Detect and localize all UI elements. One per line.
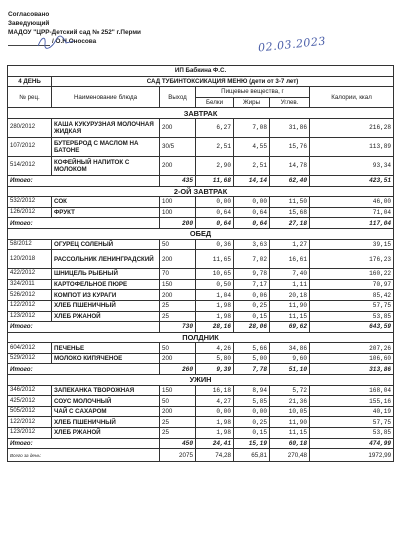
meal-total-yield: 450 <box>160 438 196 449</box>
dish-fat: 8,94 <box>234 385 270 396</box>
meal-total-kcal: 474,99 <box>310 438 394 449</box>
dish-row <box>8 279 394 290</box>
dish-kcal: 57,75 <box>310 300 394 311</box>
dish-protein: 0,36 <box>196 239 234 250</box>
dish-name: ХЛЕБ РЖАНОЙ <box>52 311 160 322</box>
meal-title: ЗАВТРАК <box>8 108 394 119</box>
dish-fat: 0,15 <box>234 428 270 439</box>
meal-total-row <box>8 218 394 229</box>
dish-row <box>8 353 394 364</box>
meal-total-row <box>8 175 394 186</box>
meal-total-label: Итого: <box>8 438 160 449</box>
recipe-number: 526/2012 <box>8 290 52 301</box>
title-row <box>8 76 394 87</box>
org-name: ИП Бабкина Ф.С. <box>8 66 394 77</box>
dish-row <box>8 118 394 137</box>
dish-yield: 200 <box>160 118 196 137</box>
meal-title: УЖИН <box>8 375 394 386</box>
dish-name: БУТЕРБРОД С МАСЛОМ НА БАТОНЕ <box>52 137 160 156</box>
dish-yield: 25 <box>160 417 196 428</box>
dish-yield: 200 <box>160 290 196 301</box>
menu-table <box>7 65 394 462</box>
dish-yield: 150 <box>160 279 196 290</box>
dish-kcal: 160,22 <box>310 269 394 280</box>
dish-carb: 9,60 <box>270 353 310 364</box>
dish-protein: 1,98 <box>196 311 234 322</box>
grand-total-protein: 74,28 <box>196 449 234 462</box>
dish-kcal: 53,85 <box>310 311 394 322</box>
dish-name: СОК <box>52 197 160 208</box>
dish-name: ХЛЕБ РЖАНОЙ <box>52 428 160 439</box>
approval-line-1: Согласовано <box>8 11 50 18</box>
dish-row <box>8 197 394 208</box>
dish-fat: 9,78 <box>234 269 270 280</box>
dish-yield: 25 <box>160 300 196 311</box>
grand-total-fat: 65,81 <box>234 449 270 462</box>
recipe-number: 422/2012 <box>8 269 52 280</box>
meal-total-kcal: 117,04 <box>310 218 394 229</box>
dish-carb: 20,18 <box>270 290 310 301</box>
meal-total-yield: 200 <box>160 218 196 229</box>
dish-fat: 4,55 <box>234 137 270 156</box>
dish-name: МОЛОКО КИПЯЧЕНОЕ <box>52 353 160 364</box>
dish-protein: 2,51 <box>196 137 234 156</box>
dish-protein: 6,27 <box>196 118 234 137</box>
dish-carb: 31,86 <box>270 118 310 137</box>
meal-title: 2-ОЙ ЗАВТРАК <box>8 186 394 197</box>
dish-carb: 14,78 <box>270 156 310 175</box>
dish-fat: 3,63 <box>234 239 270 250</box>
recipe-number: 123/2012 <box>8 428 52 439</box>
dish-carb: 1,27 <box>270 239 310 250</box>
meal-total-fat: 0,64 <box>234 218 270 229</box>
dish-protein: 2,90 <box>196 156 234 175</box>
dish-yield: 70 <box>160 269 196 280</box>
dish-yield: 25 <box>160 311 196 322</box>
dish-kcal: 39,15 <box>310 239 394 250</box>
dish-yield: 100 <box>160 207 196 218</box>
dish-name: КАРТОФЕЛЬНОЕ ПЮРЕ <box>52 279 160 290</box>
col-header-kcal: Калории, ккал <box>310 87 394 108</box>
recipe-number: 346/2012 <box>8 385 52 396</box>
dish-yield: 30/5 <box>160 137 196 156</box>
meal-total-protein: 9,39 <box>196 364 234 375</box>
dish-yield: 200 <box>160 156 196 175</box>
grand-total-yield: 2075 <box>160 449 196 462</box>
dish-carb: 1,11 <box>270 279 310 290</box>
col-header-nutrients: Пищевые вещества, г <box>196 87 310 98</box>
dish-protein: 16,18 <box>196 385 234 396</box>
dish-kcal: 57,75 <box>310 417 394 428</box>
approver-name: / О.Н.Оносова <box>52 38 97 45</box>
dish-row <box>8 137 394 156</box>
dish-fat: 0,25 <box>234 417 270 428</box>
meal-total-label: Итого: <box>8 364 160 375</box>
dish-protein: 4,26 <box>196 343 234 354</box>
recipe-number: 122/2012 <box>8 417 52 428</box>
dish-fat: 2,51 <box>234 156 270 175</box>
dish-carb: 11,15 <box>270 311 310 322</box>
dish-row <box>8 290 394 301</box>
dish-kcal: 106,60 <box>310 353 394 364</box>
dish-kcal: 113,89 <box>310 137 394 156</box>
col-header-name: Наименование блюда <box>52 87 160 108</box>
dish-protein: 1,98 <box>196 300 234 311</box>
dish-name: КОФЕЙНЫЙ НАПИТОК С МОЛОКОМ <box>52 156 160 175</box>
meal-title: ПОЛДНИК <box>8 332 394 343</box>
recipe-number: 122/2012 <box>8 300 52 311</box>
dish-kcal: 155,16 <box>310 396 394 407</box>
meal-header-row <box>8 228 394 239</box>
dish-kcal: 46,00 <box>310 197 394 208</box>
meal-header-row <box>8 186 394 197</box>
grand-total-carb: 270,48 <box>270 449 310 462</box>
recipe-number: 532/2012 <box>8 197 52 208</box>
meal-total-carb: 51,10 <box>270 364 310 375</box>
meal-header-row <box>8 108 394 119</box>
dish-carb: 5,72 <box>270 385 310 396</box>
dish-kcal: 93,34 <box>310 156 394 175</box>
dish-name: ФРУКТ <box>52 207 160 218</box>
recipe-number: 123/2012 <box>8 311 52 322</box>
dish-yield: 50 <box>160 396 196 407</box>
dish-fat: 5,00 <box>234 353 270 364</box>
dish-protein: 1,98 <box>196 417 234 428</box>
meal-total-carb: 69,62 <box>270 322 310 333</box>
meal-total-row <box>8 322 394 333</box>
dish-name: ПЕЧЕНЬЕ <box>52 343 160 354</box>
dish-name: РАССОЛЬНИК ЛЕНИНГРАДСКИЙ <box>52 250 160 269</box>
dish-kcal: 53,85 <box>310 428 394 439</box>
meal-total-fat: 28,06 <box>234 322 270 333</box>
meal-total-carb: 27,18 <box>270 218 310 229</box>
day-label: 4 ДЕНЬ <box>8 76 52 87</box>
recipe-number: 58/2012 <box>8 239 52 250</box>
dish-carb: 11,90 <box>270 300 310 311</box>
dish-row <box>8 156 394 175</box>
approval-line-2: Заведующий <box>8 20 50 27</box>
dish-protein: 0,50 <box>196 279 234 290</box>
handwritten-date: 02.03.2023 <box>257 34 327 55</box>
dish-protein: 1,98 <box>196 428 234 439</box>
meal-total-row <box>8 364 394 375</box>
meal-total-row <box>8 438 394 449</box>
col-header-protein: Белки <box>196 97 234 108</box>
dish-carb: 15,76 <box>270 137 310 156</box>
dish-row <box>8 250 394 269</box>
meal-total-protein: 11,68 <box>196 175 234 186</box>
dish-name: СОУС МОЛОЧНЫЙ <box>52 396 160 407</box>
dish-carb: 11,15 <box>270 428 310 439</box>
meal-total-fat: 15,19 <box>234 438 270 449</box>
dish-kcal: 85,42 <box>310 290 394 301</box>
meal-total-yield: 730 <box>160 322 196 333</box>
dish-protein: 11,65 <box>196 250 234 269</box>
dish-yield: 200 <box>160 250 196 269</box>
dish-yield: 25 <box>160 428 196 439</box>
dish-kcal: 40,19 <box>310 406 394 417</box>
dish-row <box>8 207 394 218</box>
dish-name: ШНИЦЕЛЬ РЫБНЫЙ <box>52 269 160 280</box>
col-header-rec: № рец. <box>8 87 52 108</box>
dish-yield: 200 <box>160 353 196 364</box>
dish-carb: 21,36 <box>270 396 310 407</box>
grand-total-row <box>8 449 394 462</box>
dish-name: ОГУРЕЦ СОЛЕНЫЙ <box>52 239 160 250</box>
recipe-number: 514/2012 <box>8 156 52 175</box>
dish-fat: 0,00 <box>234 406 270 417</box>
dish-name: ЧАЙ С САХАРОМ <box>52 406 160 417</box>
dish-kcal: 71,04 <box>310 207 394 218</box>
dish-protein: 5,80 <box>196 353 234 364</box>
col-header-fat: Жиры <box>234 97 270 108</box>
dish-fat: 0,25 <box>234 300 270 311</box>
meal-header-row <box>8 332 394 343</box>
dish-yield: 200 <box>160 406 196 417</box>
meal-total-label: Итого: <box>8 322 160 333</box>
dish-fat: 7,08 <box>234 118 270 137</box>
col-header-carb: Углев. <box>270 97 310 108</box>
dish-yield: 150 <box>160 385 196 396</box>
menu-title: САД ТУБИНТОКСИКАЦИЯ МЕНЮ (дети от 3-7 лет) <box>52 76 394 87</box>
dish-protein: 1,04 <box>196 290 234 301</box>
dish-fat: 0,00 <box>234 197 270 208</box>
approval-line-3: МАДОУ "ЦРР-Детский сад № 252" г.Перми <box>8 29 141 36</box>
recipe-number: 425/2012 <box>8 396 52 407</box>
dish-row <box>8 343 394 354</box>
meal-total-label: Итого: <box>8 175 160 186</box>
meal-title: ОБЕД <box>8 228 394 239</box>
dish-name: КОМПОТ ИЗ КУРАГИ <box>52 290 160 301</box>
recipe-number: 126/2012 <box>8 207 52 218</box>
dish-kcal: 168,04 <box>310 385 394 396</box>
dish-row <box>8 311 394 322</box>
dish-name: КАША КУКУРУЗНАЯ МОЛОЧНАЯ ЖИДКАЯ <box>52 118 160 137</box>
col-header-yield: Выход <box>160 87 196 108</box>
recipe-number: 280/2012 <box>8 118 52 137</box>
recipe-number: 107/2012 <box>8 137 52 156</box>
dish-row <box>8 406 394 417</box>
meal-total-kcal: 643,59 <box>310 322 394 333</box>
meal-total-kcal: 423,51 <box>310 175 394 186</box>
dish-carb: 11,90 <box>270 417 310 428</box>
dish-row <box>8 428 394 439</box>
dish-yield: 50 <box>160 239 196 250</box>
dish-fat: 7,02 <box>234 250 270 269</box>
org-row <box>8 66 394 77</box>
dish-row <box>8 396 394 407</box>
meal-total-protein: 28,16 <box>196 322 234 333</box>
dish-protein: 0,64 <box>196 207 234 218</box>
meal-total-protein: 0,64 <box>196 218 234 229</box>
dish-protein: 0,00 <box>196 197 234 208</box>
dish-protein: 0,00 <box>196 406 234 417</box>
recipe-number: 529/2012 <box>8 353 52 364</box>
dish-carb: 16,61 <box>270 250 310 269</box>
dish-yield: 100 <box>160 197 196 208</box>
signature-mark <box>36 34 76 50</box>
meal-total-fat: 14,14 <box>234 175 270 186</box>
dish-carb: 34,86 <box>270 343 310 354</box>
dish-fat: 5,85 <box>234 396 270 407</box>
column-header-row-1 <box>8 87 394 98</box>
meal-total-yield: 260 <box>160 364 196 375</box>
recipe-number: 120/2018 <box>8 250 52 269</box>
dish-fat: 0,64 <box>234 207 270 218</box>
dish-kcal: 207,26 <box>310 343 394 354</box>
meal-total-fat: 7,78 <box>234 364 270 375</box>
dish-fat: 0,06 <box>234 290 270 301</box>
meal-total-protein: 24,41 <box>196 438 234 449</box>
dish-row <box>8 300 394 311</box>
dish-kcal: 176,23 <box>310 250 394 269</box>
dish-row <box>8 385 394 396</box>
dish-row <box>8 269 394 280</box>
meal-total-kcal: 313,86 <box>310 364 394 375</box>
dish-name: ХЛЕБ ПШЕНИЧНЫЙ <box>52 417 160 428</box>
dish-name: ХЛЕБ ПШЕНИЧНЫЙ <box>52 300 160 311</box>
recipe-number: 505/2012 <box>8 406 52 417</box>
dish-protein: 10,65 <box>196 269 234 280</box>
recipe-number: 604/2012 <box>8 343 52 354</box>
meal-total-yield: 435 <box>160 175 196 186</box>
meal-total-label: Итого: <box>8 218 160 229</box>
dish-kcal: 70,97 <box>310 279 394 290</box>
dish-fat: 5,66 <box>234 343 270 354</box>
dish-protein: 4,27 <box>196 396 234 407</box>
meal-total-carb: 60,18 <box>270 438 310 449</box>
dish-carb: 15,68 <box>270 207 310 218</box>
dish-name: ЗАПЕКАНКА ТВОРОЖНАЯ <box>52 385 160 396</box>
meal-total-carb: 62,40 <box>270 175 310 186</box>
dish-yield: 50 <box>160 343 196 354</box>
dish-fat: 7,17 <box>234 279 270 290</box>
recipe-number: 324/2011 <box>8 279 52 290</box>
dish-kcal: 216,28 <box>310 118 394 137</box>
dish-carb: 10,05 <box>270 406 310 417</box>
dish-fat: 0,15 <box>234 311 270 322</box>
dish-row <box>8 417 394 428</box>
grand-total-label: Всего за день: <box>8 449 160 462</box>
dish-carb: 7,40 <box>270 269 310 280</box>
dish-row <box>8 239 394 250</box>
meal-header-row <box>8 375 394 386</box>
grand-total-kcal: 1972,99 <box>310 449 394 462</box>
dish-carb: 11,50 <box>270 197 310 208</box>
